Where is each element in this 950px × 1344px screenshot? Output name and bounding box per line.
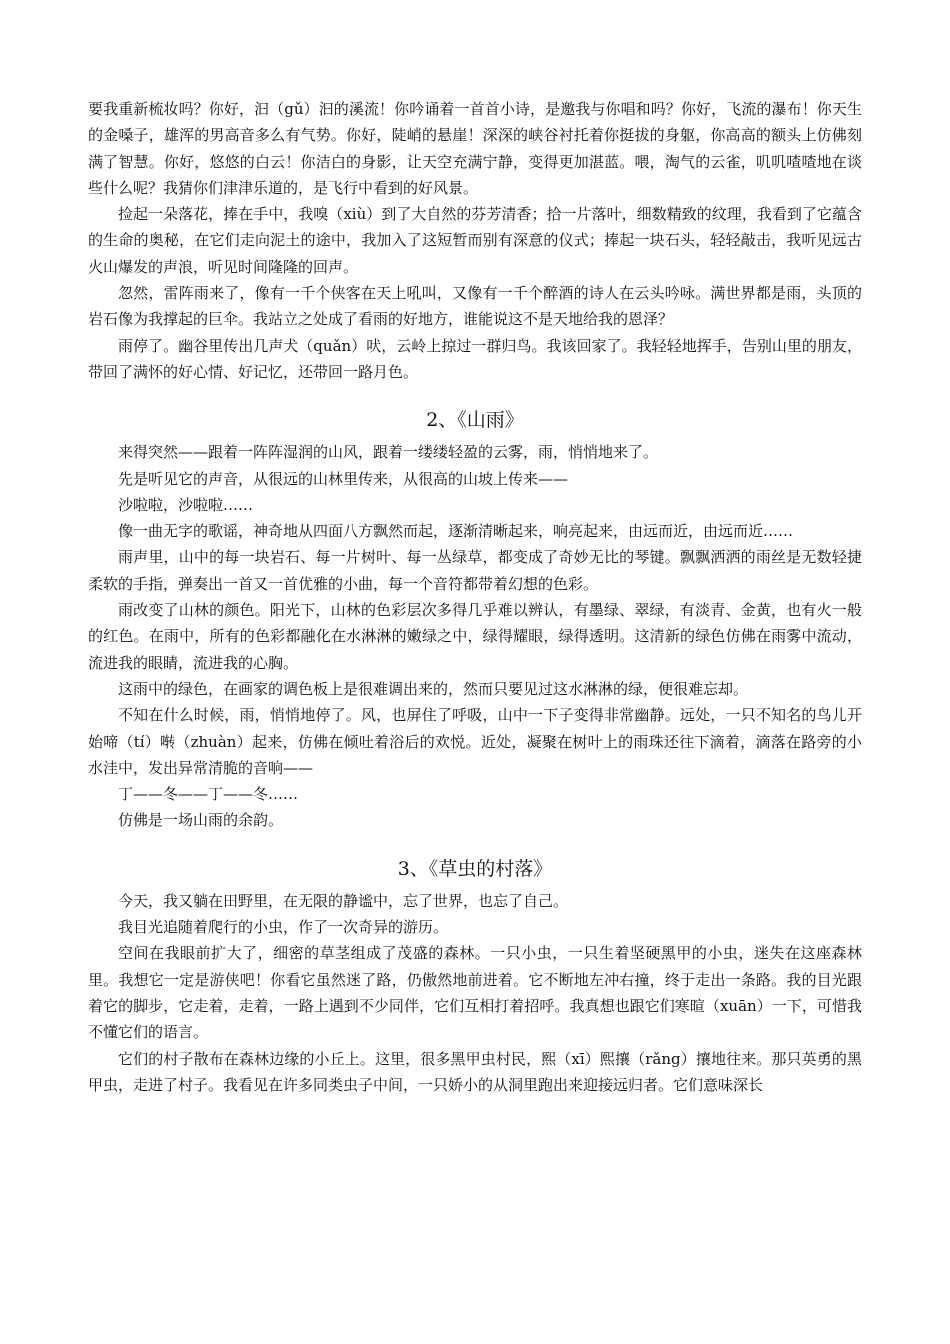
paragraph: 捡起一朵落花，捧在手中，我嗅（xiù）到了大自然的芬芳清香；拾一片落叶，细数精致的纹理，我看到了它蕴含的生命的奥秘，在它们走向泥土的途中，我加入了这短暂而别有深意的仪式；捧起一块石头，轻轻敲击，我听见远古火山爆发的声浪，听见时间隆隆的回声。 [88, 205, 862, 276]
paragraph: 像一曲无字的歌谣，神奇地从四面八方飘然而起，逐渐清晰起来，响亮起来，由远而近，由远而近…… [118, 522, 794, 541]
paragraph: 丁——冬——丁——冬…… [118, 785, 299, 804]
paragraph: 先是听见它的声音，从很远的山林里传来，从很高的山坡上传来—— [118, 469, 569, 488]
paragraph: 沙啦啦，沙啦啦…… [118, 495, 254, 514]
paragraph: 仿佛是一场山雨的余韵。 [118, 811, 284, 830]
section-1-continued [88, 96, 862, 385]
section-title: 2、《山雨》 [426, 409, 524, 432]
section-2 [88, 385, 862, 833]
paragraph: 来得突然——跟着一阵阵湿润的山风，跟着一缕缕轻盈的云雾，雨，悄悄地来了。 [118, 443, 659, 462]
paragraph: 要我重新梳妆吗？你好，汩（gǔ）汩的溪流！你吟诵着一首首小诗，是邀我与你唱和吗？你好，飞流的瀑布！你天生的金嗓子，雄浑的男高音多么有气势。你好，陡峭的悬崖！深深的峡谷衬托着你挺拔的身躯，你高高的额头上仿佛刻满了智慧。你好，悠悠的白云！你洁白的身影，让天空充满宁静，变得更加湛蓝。喂，淘气的云雀，叽叽喳喳地在谈些什么呢？我猜你们津津乐道的，是飞行中看到的好风景。 [88, 100, 862, 197]
paragraph: 它们的村子散布在森林边缘的小丘上。这里，很多黑甲虫村民，熙（xī）熙攘（rǎng）攘地往来。那只英勇的黑甲虫，走进了村子。我看见在许多同类虫子中间，一只娇小的从洞里跑出来迎接远归者。它们意味深长 [88, 1049, 862, 1094]
paragraph: 雨停了。幽谷里传出几声犬（quǎn）吠，云岭上掠过一群归鸟。我该回家了。我轻轻地挥手，告别山里的朋友，带回了满怀的好心情、好记忆，还带回一路月色。 [88, 336, 862, 381]
paragraph: 不知在什么时候，雨，悄悄地停了。风，也屏住了呼吸，山中一下子变得非常幽静。远处，一只不知名的鸟儿开始啼（tí）啭（zhuàn）起来，仿佛在倾吐着浴后的欢悦。近处，凝聚在树叶上的雨珠还往下滴着，滴落在路旁的小水洼中，发出异常清脆的音响—— [88, 706, 862, 777]
paragraph: 今天，我又躺在田野里，在无限的静谧中，忘了世界，也忘了自己。 [118, 891, 569, 910]
section-title: 3、《草虫的村落》 [397, 857, 553, 880]
paragraph: 我目光追随着爬行的小虫，作了一次奇异的游历。 [118, 918, 449, 937]
paragraph: 雨声里，山中的每一块岩石、每一片树叶、每一丛绿草，都变成了奇妙无比的琴键。飘飘洒洒的雨丝是无数轻捷柔软的手指，弹奏出一首又一首优雅的小曲，每一个音符都带着幻想的色彩。 [88, 548, 862, 593]
section-3 [88, 834, 862, 1098]
document-page [88, 96, 862, 1098]
paragraph: 空间在我眼前扩大了，细密的草茎组成了茂盛的森林。一只小虫，一只生着坚硬黑甲的小虫，迷失在这座森林里。我想它一定是游侠吧！你看它虽然迷了路，仍傲然地前进着。它不断地左冲右撞，终于走出一条路。我的目光跟着它的脚步，它走着，走着，一路上遇到不少同伴，它们互相打着招呼。我真想也跟它们寒暄（xuān）一下，可惜我不懂它们的语言。 [88, 944, 862, 1042]
paragraph: 忽然，雷阵雨来了，像有一千个侠客在天上吼叫，又像有一千个醉酒的诗人在云头吟咏。满世界都是雨，头顶的岩石像为我撑起的巨伞。我站立之处成了看雨的好地方，谁能说这不是天地给我的恩泽？ [88, 284, 862, 329]
paragraph: 雨改变了山林的颜色。阳光下，山林的色彩层次多得几乎难以辨认，有墨绿、翠绿，有淡青、金黄，也有火一般的红色。在雨中，所有的色彩都融化在水淋淋的嫩绿之中，绿得耀眼，绿得透明。这清新的绿色仿佛在雨雾中流动，流进我的眼睛，流进我的心胸。 [88, 601, 862, 672]
paragraph: 这雨中的绿色，在画家的调色板上是很难调出来的，然而只要见过这水淋淋的绿，便很难忘却。 [118, 679, 749, 698]
